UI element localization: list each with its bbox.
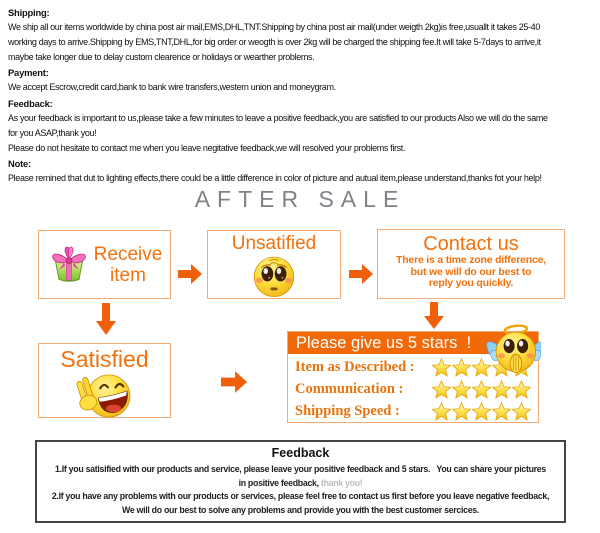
shipping-line: working days to arrive.Shipping by EMS,TNT,DHL,for big order or weogth is over 2kg will be charged the shipping fee.It will take 5-7days to arrive,it bbox=[8, 37, 541, 48]
receive-item-box bbox=[38, 230, 171, 299]
feedback-box-line: in positive feedback, thank you! bbox=[238, 477, 363, 488]
sad-emoji-icon bbox=[251, 285, 297, 302]
feedback-line: Please do not hesitate to contact me when you leave negitative feedback,we will resolved your problems first. bbox=[8, 142, 406, 153]
payment-line: We accept Escrow,credit card,bank to bank wire transfers,western union and moneygram. bbox=[8, 82, 336, 93]
contact-us-text-line: There is a time zone difference, bbox=[396, 254, 546, 266]
star-icon bbox=[452, 380, 471, 399]
after-sale-title: AFTER SALE bbox=[194, 186, 406, 212]
star-icon bbox=[512, 380, 531, 399]
rating-row-shipping-speed bbox=[295, 401, 531, 422]
note-heading: Note: bbox=[8, 157, 31, 169]
rating-label: Shipping Speed : bbox=[295, 403, 400, 419]
shipping-line: We ship all our items worldwide by china post air mail,EMS,DHL,TNT.Shipping by china post air mail(under weigth 2kg)is free,usuallt it takes 25-40 bbox=[8, 22, 540, 33]
star-icon bbox=[472, 402, 491, 421]
feedback-line: for you ASAP,thank you! bbox=[8, 127, 97, 138]
receive-item-label: Receive item bbox=[93, 243, 163, 286]
arrow-right-icon bbox=[349, 264, 373, 289]
unsatisfied-box bbox=[207, 230, 341, 299]
feedback-box-line: 1.If you satisified with our products and service, please leave your positive feedback and 5 stars. You can share your pictures bbox=[55, 464, 546, 474]
star-rating bbox=[432, 380, 531, 399]
rating-label: Item as Described : bbox=[295, 359, 415, 375]
feedback-line: As your feedback is important to us,please take a few minutes to leave a positive feedback,you are satisfied to our products Also we will do the same bbox=[8, 112, 548, 123]
five-stars-banner: Please give us 5 stars ! bbox=[288, 332, 538, 354]
feedback-note-box bbox=[35, 440, 566, 523]
arrow-right-icon bbox=[221, 371, 247, 398]
happy-emoji-icon bbox=[74, 407, 136, 424]
shipping-line: maybe take longer due to delay custom clearence or holidays or wearther problems. bbox=[8, 52, 315, 63]
feedback-heading: Feedback: bbox=[8, 97, 53, 109]
contact-us-box bbox=[377, 229, 565, 299]
note-line: Please remined that dut to lighting effects,there could be a little difference in color of picture and autual item,please understand,thanks fot your help! bbox=[8, 173, 542, 184]
thank-you-text: thank you! bbox=[320, 477, 363, 488]
star-icon bbox=[512, 402, 531, 421]
arrow-right-icon bbox=[178, 264, 202, 289]
star-icon bbox=[432, 402, 451, 421]
shipping-info-text bbox=[8, 5, 548, 186]
unsatisfied-label: Unsatified bbox=[231, 233, 317, 254]
rating-label: Communication : bbox=[295, 381, 404, 397]
feedback-box-line: We will do our best to solve any problems and provide you with the best customer sercices. bbox=[121, 504, 480, 515]
contact-us-title: Contact us bbox=[423, 233, 519, 255]
satisfied-label: Satisfied bbox=[60, 346, 149, 372]
star-icon bbox=[432, 380, 451, 399]
star-icon bbox=[492, 402, 511, 421]
star-icon bbox=[472, 380, 491, 399]
star-icon bbox=[452, 402, 471, 421]
arrow-down-icon bbox=[96, 303, 116, 340]
arrow-down-icon bbox=[424, 302, 444, 334]
contact-us-text-line: but we will do our best to bbox=[410, 265, 532, 278]
payment-heading: Payment: bbox=[8, 67, 49, 79]
star-icon bbox=[492, 380, 511, 399]
feedback-box-title: Feedback bbox=[271, 446, 330, 460]
star-rating bbox=[432, 402, 531, 421]
star-icon bbox=[452, 358, 471, 377]
gift-icon bbox=[46, 239, 92, 290]
feedback-box-line: 2.If you have any problems with our products or services, please feel free to contact us first before you leave negative feedback, bbox=[51, 491, 550, 501]
shipping-heading: Shipping: bbox=[8, 7, 50, 18]
angel-emoji-icon bbox=[483, 321, 541, 380]
satisfied-box bbox=[38, 343, 171, 418]
rating-row-communication bbox=[295, 379, 531, 400]
star-icon bbox=[432, 358, 451, 377]
contact-us-text-line: reply you quickly. bbox=[428, 277, 514, 289]
